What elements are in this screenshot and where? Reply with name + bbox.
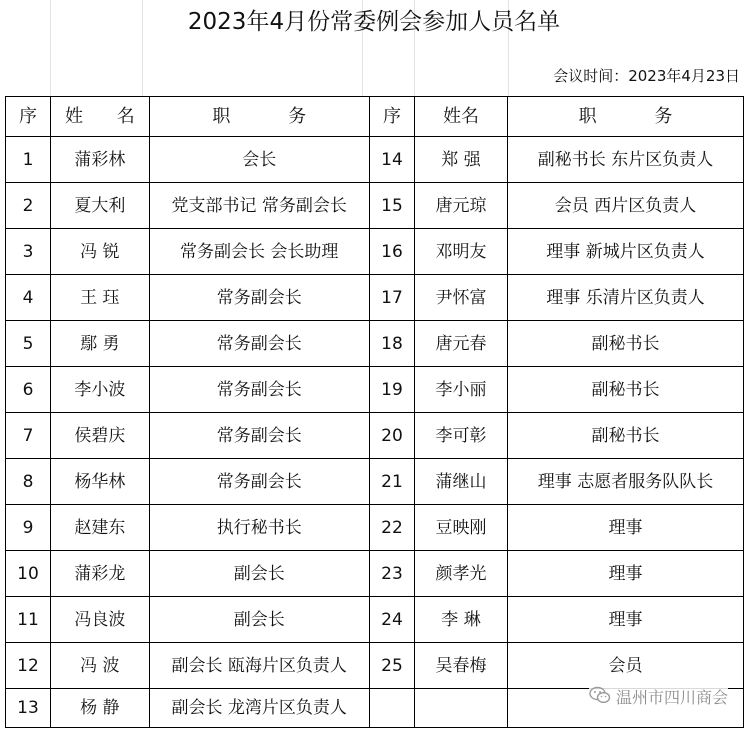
cell-no xyxy=(370,689,415,728)
cell-no: 11 xyxy=(6,597,51,643)
table-row xyxy=(370,505,744,551)
cell-no: 16 xyxy=(370,229,415,275)
cell-position: 理事 xyxy=(508,551,744,597)
cell-name: 杨华林 xyxy=(51,459,150,505)
cell-no: 13 xyxy=(6,689,51,728)
cell-no: 6 xyxy=(6,367,51,413)
cell-position: 副会长 xyxy=(149,551,369,597)
table-row xyxy=(6,321,370,367)
table-header-row xyxy=(6,97,370,137)
cell-position: 理事 志愿者服务队队长 xyxy=(508,459,744,505)
cell-name: 颜孝光 xyxy=(415,551,508,597)
header-position: 职 务 xyxy=(149,97,369,137)
table-row xyxy=(370,459,744,505)
cell-name: 鄢 勇 xyxy=(51,321,150,367)
table-row xyxy=(6,367,370,413)
cell-no: 2 xyxy=(6,183,51,229)
cell-no: 20 xyxy=(370,413,415,459)
cell-no: 21 xyxy=(370,459,415,505)
cell-name: 豆映刚 xyxy=(415,505,508,551)
cell-name: 吴春梅 xyxy=(415,643,508,689)
cell-position: 会员 西片区负责人 xyxy=(508,183,744,229)
table-row xyxy=(370,597,744,643)
header-no: 序 xyxy=(370,97,415,137)
cell-no: 8 xyxy=(6,459,51,505)
table-row xyxy=(6,183,370,229)
table-row xyxy=(370,367,744,413)
cell-name: 邓明友 xyxy=(415,229,508,275)
cell-name: 郑 强 xyxy=(415,137,508,183)
table-row xyxy=(6,459,370,505)
cell-name: 李小波 xyxy=(51,367,150,413)
header-position: 职 务 xyxy=(508,97,744,137)
meeting-date: 会议时间：2023年4月23日 xyxy=(553,67,740,85)
cell-name: 侯碧庆 xyxy=(51,413,150,459)
table-row xyxy=(6,137,370,183)
table-row xyxy=(370,551,744,597)
cell-position: 副秘书长 东片区负责人 xyxy=(508,137,744,183)
table-row xyxy=(370,137,744,183)
cell-name: 李可彰 xyxy=(415,413,508,459)
cell-position: 副会长 龙湾片区负责人 xyxy=(149,689,369,728)
cell-position: 副秘书长 xyxy=(508,413,744,459)
cell-name xyxy=(415,689,508,728)
document-title: 2023年4月份常委例会参加人员名单 xyxy=(187,9,561,35)
cell-name: 李小丽 xyxy=(415,367,508,413)
cell-name: 李 琳 xyxy=(415,597,508,643)
source-watermark xyxy=(589,685,728,708)
cell-name: 蒲彩龙 xyxy=(51,551,150,597)
table-row xyxy=(6,413,370,459)
cell-position: 常务副会长 xyxy=(149,413,369,459)
cell-position: 常务副会长 会长助理 xyxy=(149,229,369,275)
watermark-text: 温州市四川商会 xyxy=(615,688,728,707)
cell-position: 副秘书长 xyxy=(508,321,744,367)
cell-position: 副会长 瓯海片区负责人 xyxy=(149,643,369,689)
cell-name: 杨 静 xyxy=(51,689,150,728)
cell-position: 理事 xyxy=(508,505,744,551)
cell-no: 9 xyxy=(6,505,51,551)
cell-no: 12 xyxy=(6,643,51,689)
table-row xyxy=(370,275,744,321)
cell-no: 24 xyxy=(370,597,415,643)
cell-position: 党支部书记 常务副会长 xyxy=(149,183,369,229)
table-row xyxy=(370,183,744,229)
cell-no: 19 xyxy=(370,367,415,413)
table-row xyxy=(6,551,370,597)
cell-position: 常务副会长 xyxy=(149,275,369,321)
table-row xyxy=(6,229,370,275)
cell-no: 4 xyxy=(6,275,51,321)
cell-position: 执行秘书长 xyxy=(149,505,369,551)
cell-name: 尹怀富 xyxy=(415,275,508,321)
table-header-row xyxy=(370,97,744,137)
header-name: 姓名 xyxy=(415,97,508,137)
cell-position: 常务副会长 xyxy=(149,321,369,367)
cell-position: 理事 乐清片区负责人 xyxy=(508,275,744,321)
cell-no: 7 xyxy=(6,413,51,459)
cell-position: 会员 xyxy=(508,643,744,689)
cell-name: 蒲彩林 xyxy=(51,137,150,183)
cell-name: 夏大利 xyxy=(51,183,150,229)
cell-position: 常务副会长 xyxy=(149,459,369,505)
attendee-table-left xyxy=(5,96,370,728)
cell-position: 理事 新城片区负责人 xyxy=(508,229,744,275)
table-row xyxy=(370,643,744,689)
cell-no: 18 xyxy=(370,321,415,367)
table-row xyxy=(370,321,744,367)
cell-no: 1 xyxy=(6,137,51,183)
cell-position: 副会长 xyxy=(149,597,369,643)
cell-name: 王 珏 xyxy=(51,275,150,321)
header-no: 序 xyxy=(6,97,51,137)
cell-no: 25 xyxy=(370,643,415,689)
cell-no: 17 xyxy=(370,275,415,321)
cell-name: 冯 锐 xyxy=(51,229,150,275)
table-row xyxy=(370,229,744,275)
cell-no: 3 xyxy=(6,229,51,275)
table-row xyxy=(370,413,744,459)
cell-name: 赵建东 xyxy=(51,505,150,551)
table-row xyxy=(6,597,370,643)
cell-name: 蒲继山 xyxy=(415,459,508,505)
table-row xyxy=(6,689,370,728)
cell-position: 副秘书长 xyxy=(508,367,744,413)
cell-no: 23 xyxy=(370,551,415,597)
cell-no: 15 xyxy=(370,183,415,229)
cell-no: 5 xyxy=(6,321,51,367)
attendee-table-right xyxy=(369,96,744,728)
header-name: 姓 名 xyxy=(51,97,150,137)
cell-name: 唐元琼 xyxy=(415,183,508,229)
cell-no: 22 xyxy=(370,505,415,551)
cell-name: 冯 波 xyxy=(51,643,150,689)
cell-no: 14 xyxy=(370,137,415,183)
cell-name: 唐元春 xyxy=(415,321,508,367)
cell-position: 常务副会长 xyxy=(149,367,369,413)
cell-name: 冯良波 xyxy=(51,597,150,643)
table-row xyxy=(6,275,370,321)
cell-position: 会长 xyxy=(149,137,369,183)
cell-position: 理事 xyxy=(508,597,744,643)
table-row xyxy=(6,505,370,551)
wechat-icon xyxy=(589,686,611,708)
table-row xyxy=(6,643,370,689)
cell-no: 10 xyxy=(6,551,51,597)
